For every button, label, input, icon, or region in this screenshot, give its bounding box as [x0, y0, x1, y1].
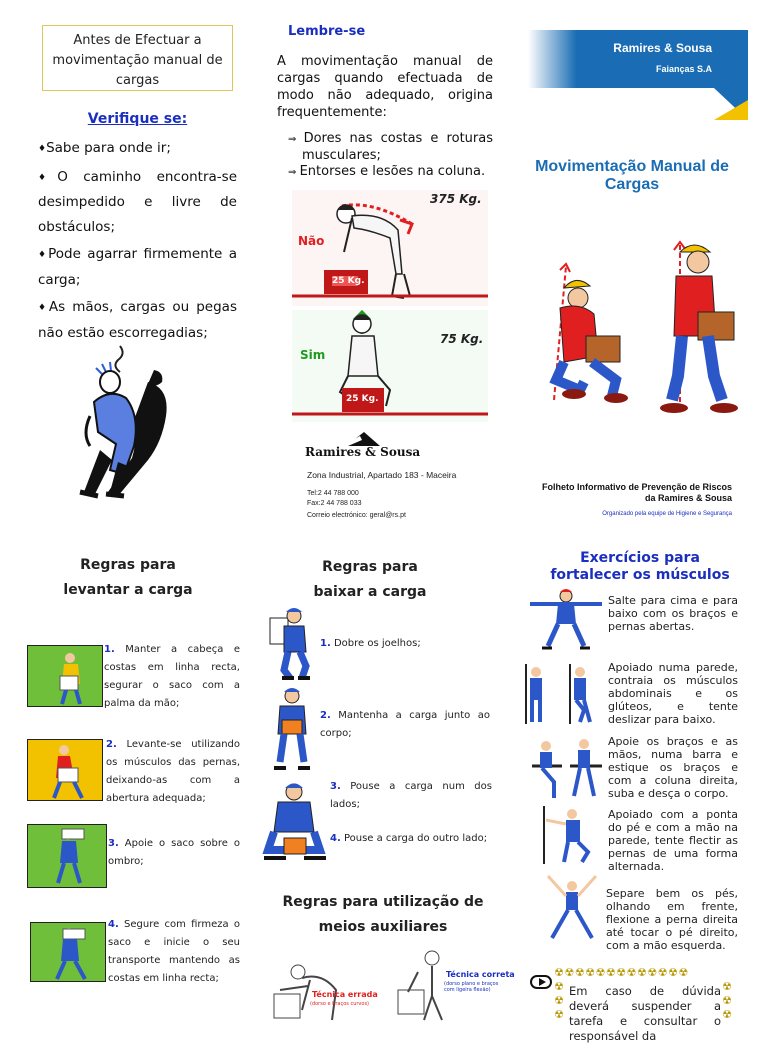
lift-title-line: levantar a carga [63, 582, 193, 598]
lower-title [292, 555, 448, 605]
intro-box [42, 25, 233, 91]
cover-workers-illustration [540, 230, 740, 420]
cover-title: Movimentação Manual de Cargas [535, 158, 729, 193]
lower-step-3-image [262, 782, 328, 862]
phone: Tel:2 44 788 000 [307, 490, 359, 497]
lower-title-line: Regras para [322, 559, 418, 575]
lower-rule-2: 2. Mantenha a carga junto ao corpo; [320, 710, 490, 739]
lower-rule-4: 4. Pouse a carga do outro lado; [330, 833, 488, 844]
cover-banner [528, 30, 748, 88]
list-item: ♦O caminho encontra-se desimpedido e livre de obstáculos; [38, 168, 237, 235]
lift-title-line: Regras para [80, 557, 176, 573]
banner-subtitle: Faianças S.A [655, 64, 712, 74]
radiation-border-right: ☢ ☢ ☢ [722, 980, 732, 1021]
list-item: ⇒ Dores nas costas e roturas musculares; [288, 131, 493, 163]
aux-title-line: Regras para utilização de [282, 894, 484, 910]
risk-paragraph: A movimentação manual de cargas quando efectuada de modo não adequado, origina frequentemente: [277, 54, 493, 120]
leaflet-subtitle [520, 482, 732, 504]
doubt-text: Em caso de dúvida deverá suspender a tarefa e consultar o responsável da [569, 984, 721, 1043]
lower-step-2-image [266, 686, 318, 774]
box-weight: 25 Kg. [346, 394, 379, 404]
right-posture-drawing [292, 310, 488, 422]
lift-rule-2: 2. Levante-se utilizando os músculos das pernas, deixando-as com a abertura adequada; [106, 739, 240, 804]
remember-title: Lembre-se [288, 24, 366, 39]
spine-load-label: 375 Kg. [430, 192, 482, 206]
arrow-bullet-icon: ⇒ [288, 167, 300, 178]
diamond-bullet-icon: ♦ [38, 172, 58, 183]
aux-right-label: Técnica correta [446, 970, 515, 979]
right-label: Sim [300, 348, 326, 362]
spine-load-label: 75 Kg. [440, 332, 484, 346]
verify-title: Verifique se: [87, 111, 188, 127]
checklist [38, 136, 237, 345]
organized-by: Organizado pela equipe de Higiene e Segurança [602, 511, 732, 517]
fax: Fax:2 44 788 033 [307, 500, 362, 507]
exercise-3-image [530, 738, 604, 800]
lower-title-line: baixar a carga [313, 584, 427, 600]
aux-wrong-label: Técnica errada [312, 990, 378, 999]
arrow-bullet-icon: ⇒ [288, 134, 304, 145]
intro-text: Antes de Efectuar a movimentação manual de cargas [52, 33, 223, 88]
wrong-label: Não [298, 234, 325, 248]
diamond-bullet-icon: ♦ [38, 250, 49, 260]
exercise-2-text: Apoiado numa parede, contraia os músculos abdominais e os glúteos, e tente deslizar para baixo. [608, 661, 738, 726]
leaflet-line: Folheto Informativo de Prevenção de Riscos [541, 482, 732, 492]
company-logo-text: Ramires & Sousa [305, 445, 421, 459]
exercises-title-line: Exercícios para [580, 550, 700, 566]
exercises-title-line: fortalecer os músculos [550, 567, 730, 583]
consequence-list [288, 131, 493, 181]
banner-corner-shape [714, 88, 748, 120]
wrong-posture-drawing [292, 190, 488, 306]
lift-rule-1: 1. Manter a cabeça e costas em linha recta, segurar o saco com a palma da mão; [104, 644, 240, 709]
radiation-border-left: ☢ ☢ ☢ [554, 980, 564, 1021]
exercise-4-image [540, 804, 604, 866]
email: Correio electrónico: geral@rs.pt [307, 512, 406, 519]
play-icon [530, 975, 552, 989]
diamond-bullet-icon: ♦ [38, 303, 49, 313]
box-weight: 25 Kg. [332, 276, 365, 286]
list-item: ♦Sabe para onde ir; [38, 140, 171, 156]
lift-rule-4: 4. Segure com firmeza o saco e inicie o seu transporte mantendo as costas em linha recta; [108, 919, 240, 984]
exercise-3-text: Apoie os braços e as mãos, numa barra e estique os braços e com a coluna direita, suba e desça o corpo. [608, 735, 738, 800]
diamond-bullet-icon: ♦ [38, 144, 47, 154]
exercise-1-image [528, 588, 604, 652]
aux-right-sub: (dorso plano e braços com ligeira flexão) [444, 981, 499, 993]
lower-rule-1: 1. Dobre os joelhos; [320, 638, 421, 649]
wrong-posture-figure [292, 190, 488, 306]
lift-step-1-image [27, 645, 103, 707]
exercise-1-text: Salte para cima e para baixo com os braços e pernas abertas. [608, 594, 738, 633]
exercise-2-image [522, 662, 602, 726]
list-item: ⇒ Entorses e lesões na coluna. [288, 164, 486, 179]
aux-wrong-sub: (dorso e braços curvos) [310, 1001, 370, 1007]
lift-step-3-image [27, 824, 107, 888]
list-item: ♦As mãos, cargas ou pegas não estão escorregadias; [38, 299, 237, 341]
right-posture-figure [292, 310, 488, 422]
exercise-5-text: Separe bem os pés, olhando em frente, flexione a perna direita até tocar o pé direito, com a mão esquerda. [606, 887, 738, 952]
lift-step-2-image [27, 739, 103, 801]
company-contacts [307, 489, 406, 521]
radiation-border-top: ☢☢☢☢☢☢☢☢☢☢☢☢☢ [554, 966, 689, 979]
leaflet-line: da Ramires & Sousa [644, 493, 732, 503]
lower-step-1-image [266, 606, 318, 682]
exercise-4-text: Apoiado com a ponta do pé e com a mão na parede, tente flectir as pernas de uma forma alternada. [608, 808, 738, 873]
banner-company: Ramires & Sousa [613, 41, 712, 55]
lower-rule-3: 3. Pouse a carga num dos lados; [330, 781, 492, 810]
lift-rule-3: 3. Apoie o saco sobre o ombro; [108, 838, 240, 867]
exercise-5-image [540, 872, 604, 942]
lift-title [38, 553, 218, 603]
back-pain-cartoon [70, 342, 180, 504]
company-address: Zona Industrial, Apartado 183 - Maceira [307, 470, 457, 480]
aux-title-line: meios auxiliares [318, 919, 448, 935]
lift-step-4-image [30, 922, 106, 982]
aux-title [270, 890, 496, 940]
list-item: ♦Pode agarrar firmemente a carga; [38, 246, 237, 288]
exercises-title [530, 550, 750, 584]
